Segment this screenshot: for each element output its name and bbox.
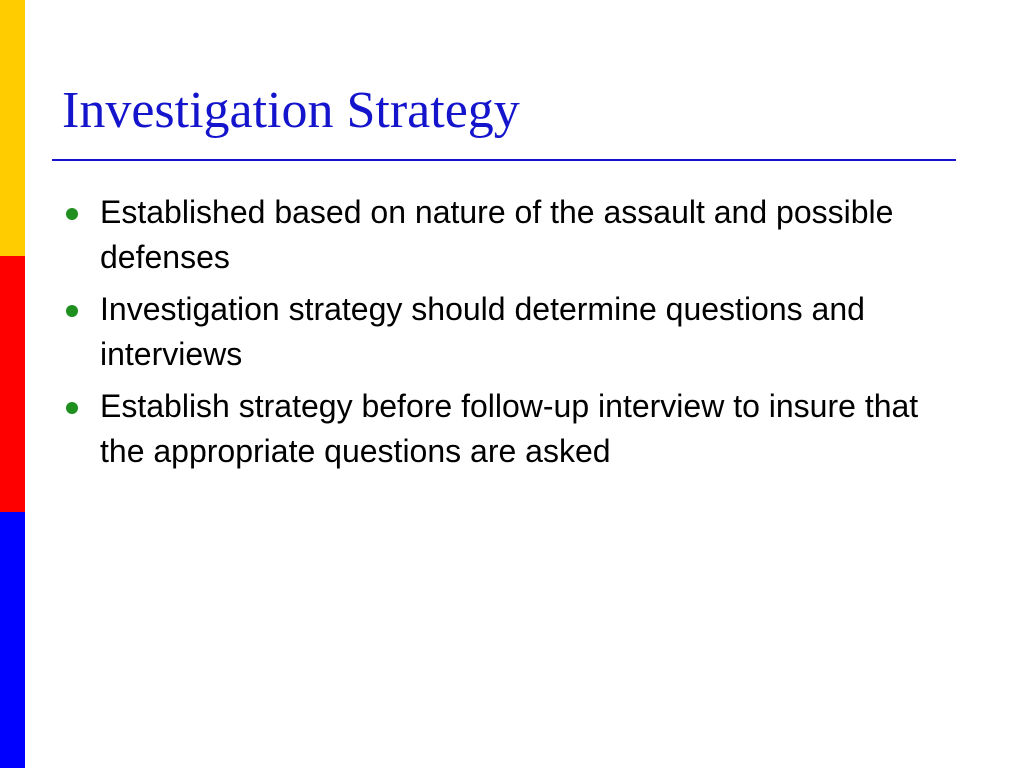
title-underline [52,159,956,161]
slide-title: Investigation Strategy [62,82,520,139]
bullet-item [60,287,960,377]
bullet-text: Established based on nature of the assault and possible defenses [100,194,894,275]
accent-stripe-red [0,256,25,512]
accent-stripe-yellow [0,0,25,256]
accent-stripe-blue [0,512,25,768]
bullet-text: Investigation strategy should determine questions and interviews [100,291,865,372]
bullet-list [60,190,960,481]
bullet-text: Establish strategy before follow-up interview to insure that the appropriate questions are asked [100,388,919,469]
bullet-dot-icon [66,402,78,414]
bullet-item [60,190,960,280]
bullet-dot-icon [66,208,78,220]
bullet-item [60,384,960,474]
bullet-dot-icon [66,305,78,317]
